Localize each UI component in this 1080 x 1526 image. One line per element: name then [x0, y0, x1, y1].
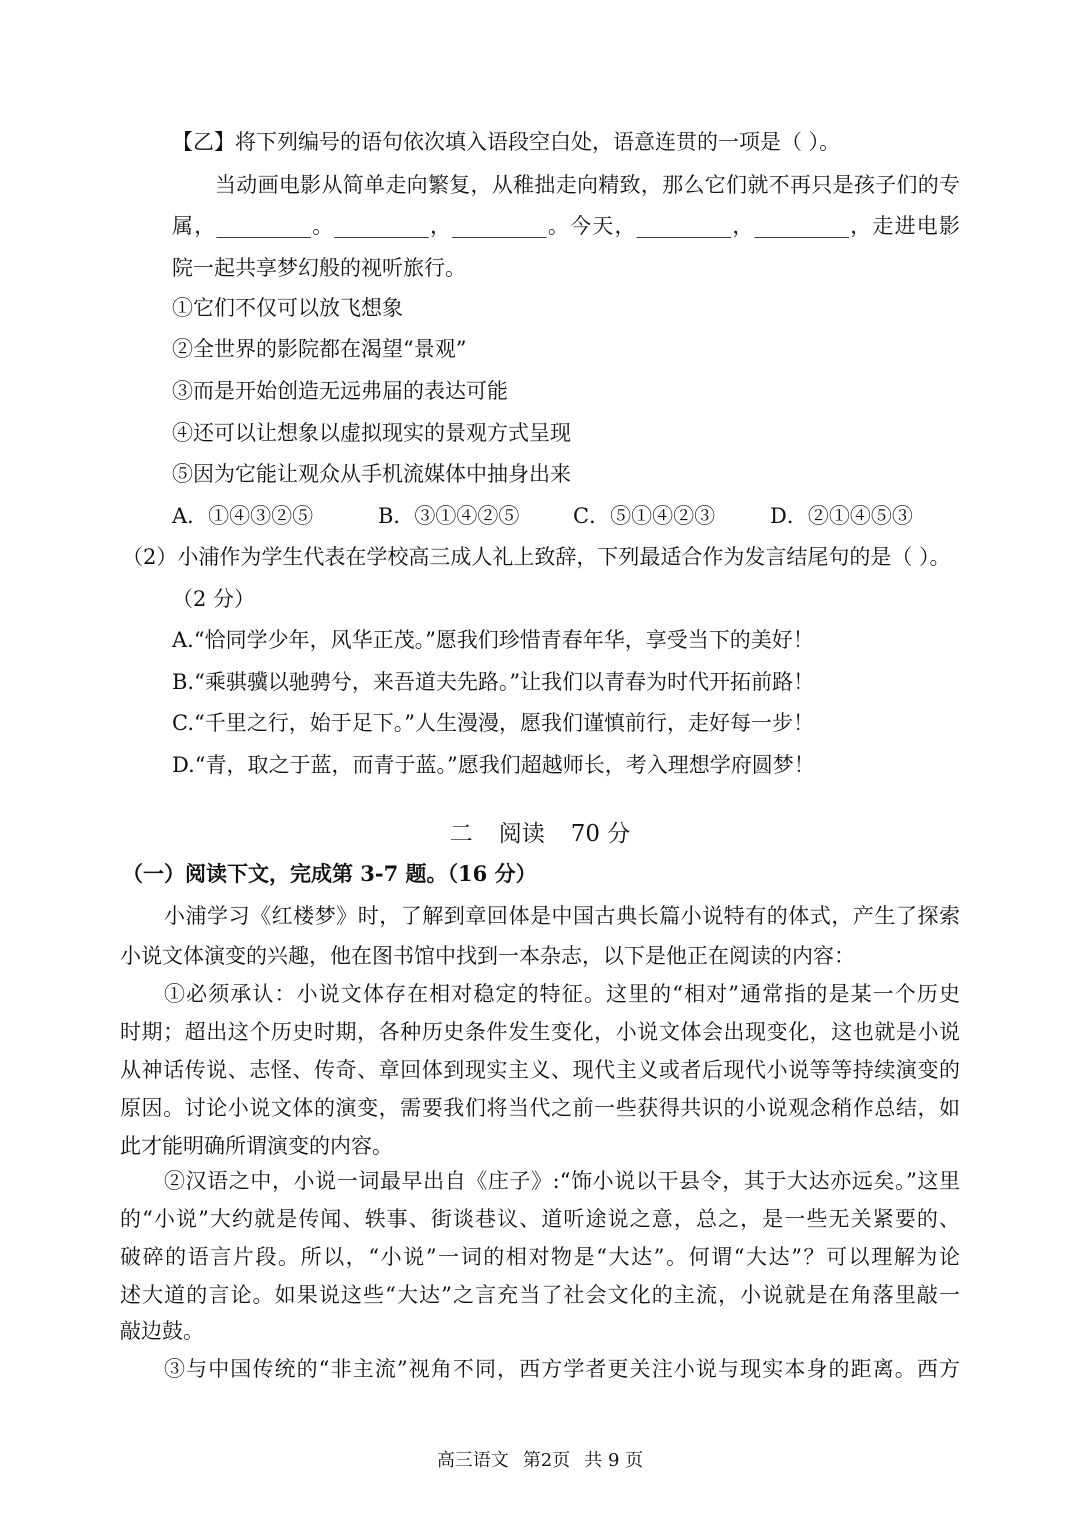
footer-page-number: 第2页: [522, 1450, 571, 1471]
p3-line-1: ③与中国传统的“非主流”视角不同，西方学者更关注小说与现实本身的距离。西方: [164, 1357, 960, 1381]
q2-option-b: B.“乘骐骥以驰骋兮，来吾道夫先路。”让我们以青春为时代开拓前路！: [172, 670, 815, 694]
q2-option-a: A.“恰同学少年，风华正茂。”愿我们珍惜青春年华，享受当下的美好！: [172, 628, 814, 652]
yi-passage-line-2: 属，_________。_________，_________。今天，_________，_________，走进电影: [172, 214, 960, 238]
q2-option-d: D.“青，取之于蓝，而青于蓝。”愿我们超越师长，考入理想学府圆梦！: [172, 753, 815, 777]
q2-stem: （2）小浦作为学生代表在学校高三成人礼上致辞，下列最适合作为发言结尾句的是（ ）。: [122, 545, 951, 569]
p1-line-3: 从神话传说、志怪、传奇、章回体到现实主义、现代主义或者后现代小说等等持续演变的: [120, 1058, 960, 1082]
yi-option-d: D．②①④⑤③: [770, 504, 913, 528]
p2-line-3: 破碎的语言片段。所以，“小说”一词的相对物是“大达”。何谓“大达”？可以理解为论: [120, 1245, 960, 1269]
p1-line-2: 时期；超出这个历史时期，各种历史条件发生变化，小说文体会出现变化，这也就是小说: [120, 1020, 960, 1044]
yi-sentence-4: ④还可以让想象以虚拟现实的景观方式呈现: [172, 421, 571, 445]
yi-sentence-3: ③而是开始创造无远弗届的表达可能: [172, 379, 508, 403]
yi-option-b: B．③①④②⑤: [378, 504, 520, 528]
p2-line-4: 述大道的言论。如果说这些“大达”之言充当了社会文化的主流，小说就是在角落里敲一: [120, 1283, 960, 1307]
yi-passage-line-1: 当动画电影从简单走向繁复，从稚拙走向精致，那么它们就不再只是孩子们的专: [215, 173, 960, 197]
p2-line-1: ②汉语之中，小说一词最早出自《庄子》:“饰小说以干县令，其于大达亦远矣。”这里: [164, 1169, 960, 1193]
yi-option-a: A．①④③②⑤: [172, 504, 314, 528]
yi-sentence-1: ①它们不仅可以放飞想象: [172, 296, 403, 320]
section-title: [0, 818, 1080, 850]
q2-score: （2 分）: [172, 587, 256, 611]
section-title-number: 二: [449, 821, 473, 847]
yi-option-c: C．⑤①④②③: [573, 504, 716, 528]
footer-total-pages: 共 9 页: [584, 1450, 644, 1471]
yi-question: 【乙】将下列编号的语句依次填入语段空白处，语意连贯的一项是（ ）。: [172, 130, 841, 154]
p2-line-2: 的“小说”大约就是传闻、轶事、街谈巷议、道听途说之意，总之，是一些无关紧要的、: [120, 1207, 960, 1231]
page-footer: [0, 1448, 1080, 1474]
p2-line-5: 敲边鼓。: [120, 1319, 204, 1343]
intro-line-2: 小说文体演变的兴趣，他在图书馆中找到一本杂志，以下是他正在阅读的内容：: [120, 944, 855, 968]
p1-line-4: 原因。讨论小说文体的演变，需要我们将当代之前一些获得共识的小说观念稍作总结，如: [120, 1096, 960, 1120]
p1-line-5: 此才能明确所谓演变的内容。: [120, 1134, 393, 1158]
reading-subheading: （一）阅读下文，完成第 3-7 题。（16 分）: [122, 861, 537, 886]
section-title-name: 阅读: [498, 821, 545, 847]
footer-subject: 高三语文: [436, 1450, 509, 1471]
q2-option-c: C.“千里之行，始于足下。”人生漫漫，愿我们谨慎前行，走好每一步！: [172, 711, 814, 735]
p1-line-1: ①必须承认：小说文体存在相对稳定的特征。这里的“相对”通常指的是某一个历史: [164, 982, 960, 1006]
yi-sentence-5: ⑤因为它能让观众从手机流媒体中抽身出来: [172, 462, 571, 486]
yi-passage-line-3: 院一起共享梦幻般的视听旅行。: [172, 256, 466, 280]
section-title-score: 70 分: [570, 821, 631, 847]
yi-sentence-2: ②全世界的影院都在渴望“景观”: [172, 337, 467, 361]
intro-line-1: 小浦学习《红楼梦》时，了解到章回体是中国古典长篇小说特有的体式，产生了探索: [164, 904, 960, 928]
